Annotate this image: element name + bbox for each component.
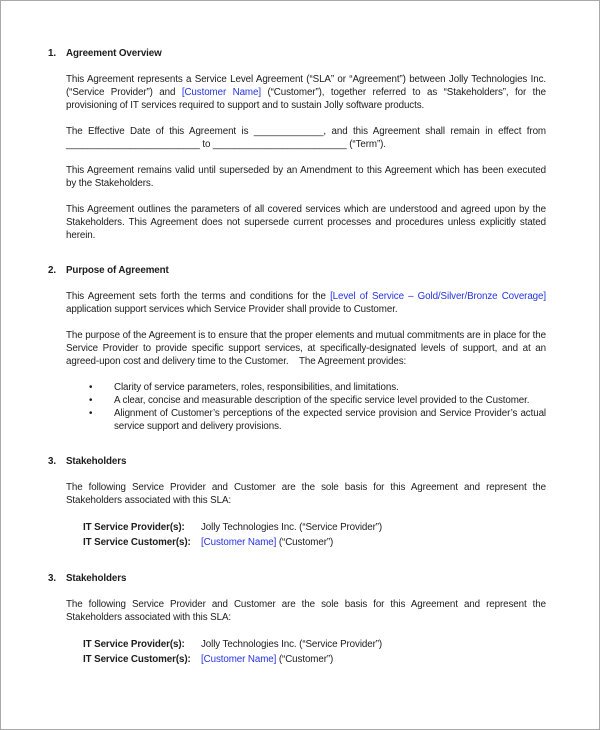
placeholder-link[interactable]: [Customer Name] <box>201 537 277 548</box>
section-3 <box>48 455 546 550</box>
bullet-list <box>48 381 546 433</box>
text-run: This Agreement remains valid until superseded by an Amendment to this Agreement which has been executed by the Stakeholders. <box>66 165 546 189</box>
paragraph <box>66 481 546 507</box>
section-heading <box>48 264 546 277</box>
table-row <box>83 652 546 667</box>
section-heading <box>48 47 546 60</box>
paragraph <box>66 73 546 112</box>
bullet-icon: • <box>89 408 93 419</box>
row-label: IT Service Customer(s): <box>83 537 191 548</box>
row-value <box>201 535 333 550</box>
row-label: IT Service Provider(s): <box>83 639 185 650</box>
row-label: IT Service Customer(s): <box>83 654 191 665</box>
paragraph <box>66 290 546 316</box>
section-title: Purpose of Agreement <box>66 265 169 276</box>
text-run: The purpose of the Agreement is to ensure that the proper elements and mutual commitments are in place for the Service Provider to provide specific support services, at specifically-designated levels of support, and at an agreed-upon cost and delivery time to the Customer. The Agreement provides: <box>66 330 546 367</box>
paragraph <box>66 329 546 368</box>
text-run: (“Customer”), together referred to as “Stakeholders”, for the provisioning of IT services required to support and to sustain Jolly software products. <box>66 87 546 111</box>
bullet-text: Clarity of service parameters, roles, responsibilities, and limitations. <box>114 382 399 393</box>
bullet-item <box>89 381 546 394</box>
bullet-icon: • <box>89 395 93 406</box>
section-heading <box>48 455 546 468</box>
placeholder-link[interactable]: [Customer Name] <box>181 87 261 98</box>
section-number: 3. <box>48 573 56 584</box>
text-run: Jolly Technologies Inc. (“Service Provider”) <box>201 522 383 533</box>
section-heading <box>48 572 546 585</box>
text-run: This Agreement represents a Service Level Agreement (“SLA” or “Agreement”) between Jolly Technologies Inc. (“Service Provider”) and <box>66 74 546 98</box>
bullet-icon: • <box>89 382 93 393</box>
bullet-text: Alignment of Customer’s perceptions of the expected service provision and Service Provider’s actual service support and delivery provisions. <box>114 408 546 432</box>
paragraph <box>66 125 546 151</box>
paragraph <box>66 164 546 190</box>
section-2 <box>48 264 546 433</box>
text-run: This Agreement sets forth the terms and conditions for the <box>66 291 331 302</box>
section-number: 3. <box>48 456 56 467</box>
text-run: (“Customer”) <box>276 537 334 548</box>
bullet-text: A clear, concise and measurable description of the specific service level provided to the Customer. <box>114 395 530 406</box>
text-run: (“Customer”) <box>276 654 334 665</box>
row-value <box>201 637 382 652</box>
placeholder-link[interactable]: [Level of Service – Gold/Silver/Bronze Coverage] <box>330 291 547 302</box>
row-label: IT Service Provider(s): <box>83 522 185 533</box>
row-value <box>201 520 382 535</box>
bullet-item <box>89 407 546 433</box>
stakeholder-table <box>83 520 546 550</box>
text-run: This Agreement outlines the parameters of all covered services which are understood and agreed upon by the Stakeholders. This Agreement does not supersede current processes and procedures unless explicitly stated herein. <box>66 204 546 241</box>
section-number: 2. <box>48 265 56 276</box>
bullet-item <box>89 394 546 407</box>
section-title: Agreement Overview <box>66 48 162 59</box>
section-4 <box>48 572 546 667</box>
text-run: The following Service Provider and Customer are the sole basis for this Agreement and represent the Stakeholders associated with this SLA: <box>66 599 546 623</box>
placeholder-link[interactable]: [Customer Name] <box>201 654 277 665</box>
row-value <box>201 652 333 667</box>
table-row <box>83 535 546 550</box>
text-run: Jolly Technologies Inc. (“Service Provider”) <box>201 639 383 650</box>
stakeholder-table <box>83 637 546 667</box>
table-row <box>83 637 546 652</box>
section-title: Stakeholders <box>66 456 127 467</box>
text-run: application support services which Service Provider shall provide to Customer. <box>66 304 398 315</box>
section-number: 1. <box>48 48 56 59</box>
paragraph <box>66 203 546 242</box>
section-title: Stakeholders <box>66 573 127 584</box>
section-1 <box>48 47 546 242</box>
text-run: The following Service Provider and Customer are the sole basis for this Agreement and represent the Stakeholders associated with this SLA: <box>66 482 546 506</box>
table-row <box>83 520 546 535</box>
paragraph <box>66 598 546 624</box>
text-run: The Effective Date of this Agreement is _____________, and this Agreement shall remain in effect from _________________________ to _________________________ (“Term”). <box>66 126 546 150</box>
document-page <box>1 1 599 729</box>
